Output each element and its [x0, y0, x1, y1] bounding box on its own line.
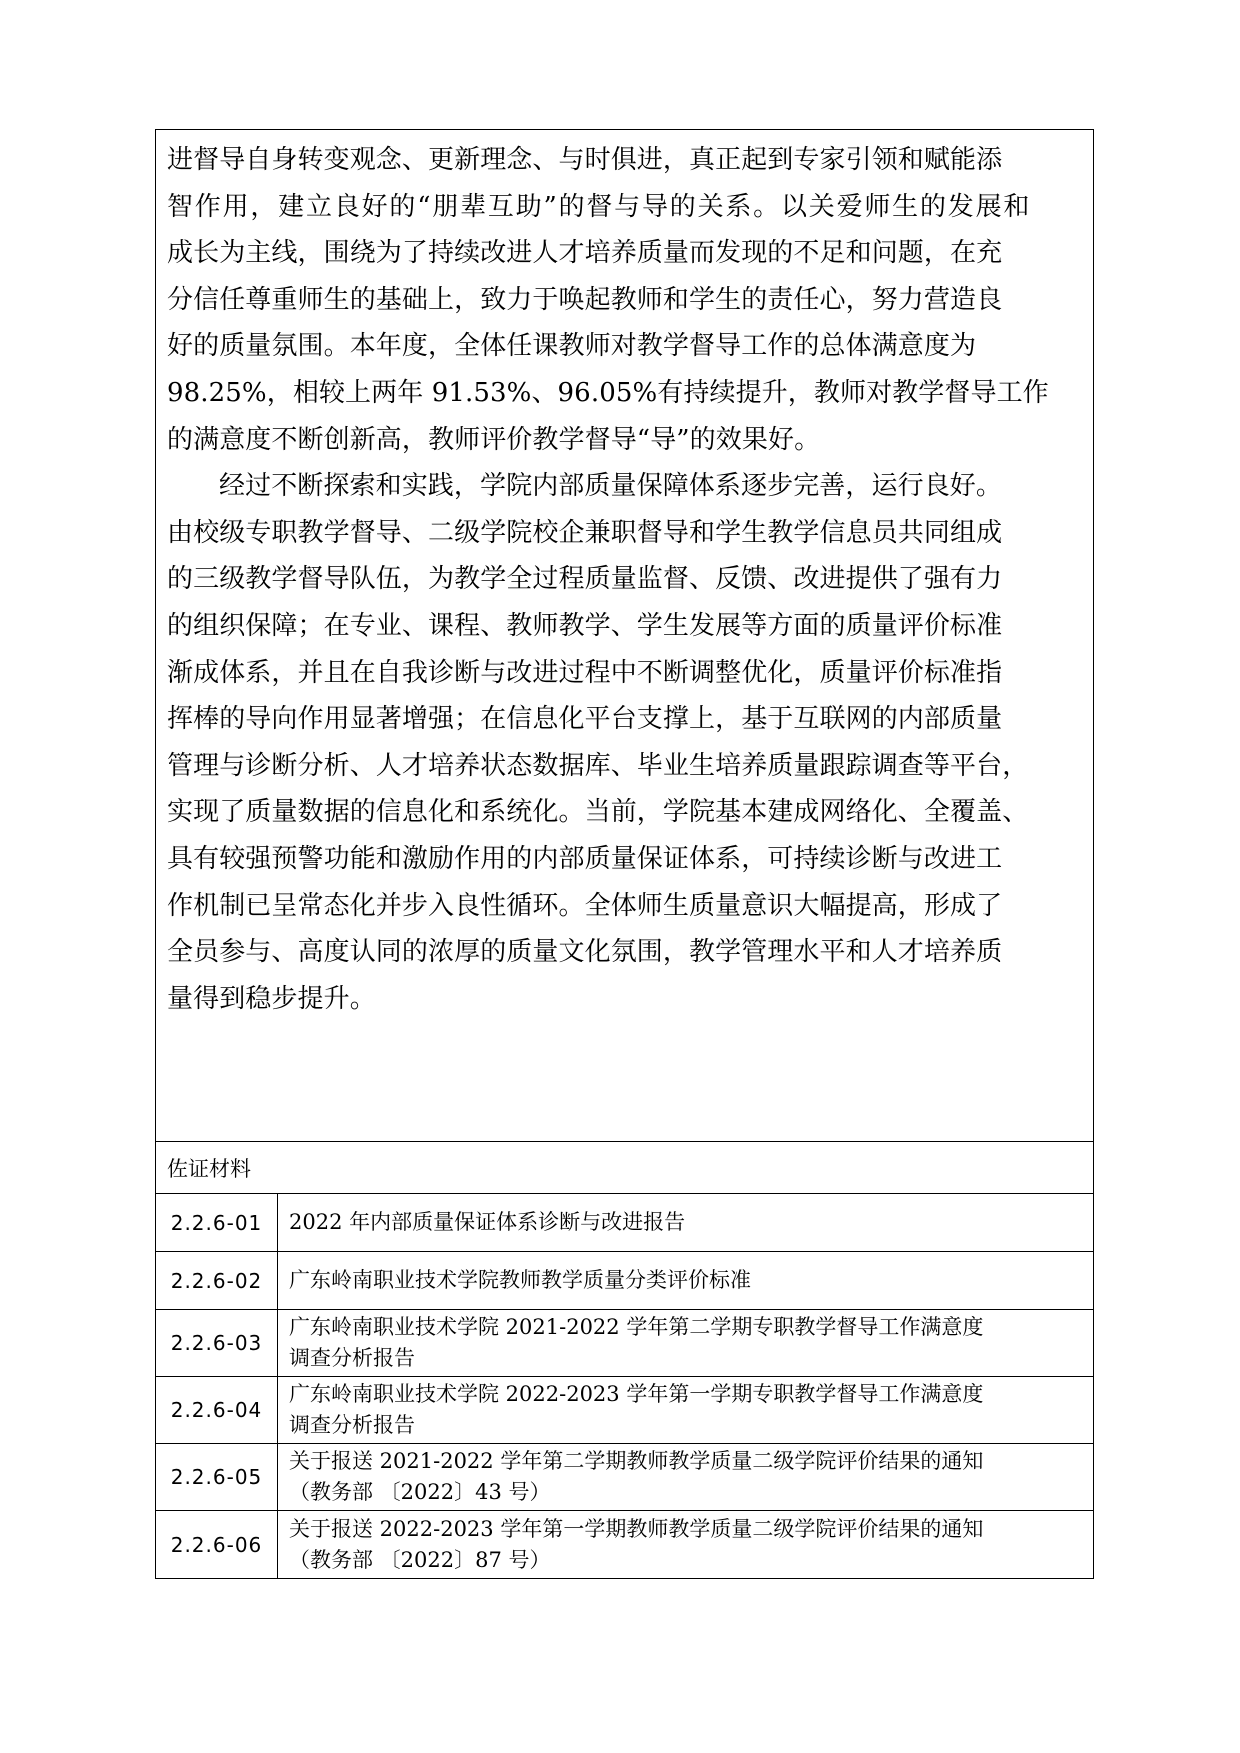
evidence-title	[278, 1377, 1093, 1443]
evidence-title-line: 2022 年内部质量保证体系诊断与改进报告	[289, 1210, 686, 1234]
paragraph-line: 智作用，建立良好的“朋辈互助”的督与导的关系。以关爱师生的发展和	[167, 191, 1032, 222]
document-table	[155, 129, 1094, 1579]
evidence-title-line: 调查分析报告	[289, 1413, 415, 1437]
evidence-title	[278, 1310, 1093, 1376]
paragraph-line: 的组织保障；在专业、课程、教师教学、学生发展等方面的质量评价标准	[167, 610, 1003, 641]
paragraph-line: 全员参与、高度认同的浓厚的质量文化氛围，教学管理水平和人才培养质	[167, 937, 1003, 968]
evidence-row	[156, 1310, 1093, 1377]
evidence-code: 2.2.6-04	[156, 1377, 278, 1443]
paragraph-line: 的满意度不断创新高，教师评价教学督导“导”的效果好。	[167, 424, 821, 455]
paragraph-line: 成长为主线，围绕为了持续改进人才培养质量而发现的不足和问题，在充	[167, 238, 1003, 269]
paragraph-line: 由校级专职教学督导、二级学院校企兼职督导和学生教学信息员共同组成	[167, 517, 1003, 548]
evidence-title-line: 关于报送 2022-2023 学年第一学期教师教学质量二级学院评价结果的通知	[289, 1516, 984, 1541]
evidence-row	[156, 1377, 1093, 1444]
paragraph-line: 管理与诊断分析、人才培养状态数据库、毕业生培养质量跟踪调查等平台，	[167, 750, 1029, 781]
evidence-title	[278, 1252, 1093, 1309]
evidence-title-line: 广东岭南职业技术学院 2022-2023 学年第一学期专职教学督导工作满意度	[289, 1382, 984, 1406]
evidence-code: 2.2.6-02	[156, 1252, 278, 1309]
evidence-code: 2.2.6-03	[156, 1310, 278, 1376]
evidence-title-line: （教务部 〔2022〕43 号）	[289, 1480, 551, 1504]
evidence-title	[278, 1444, 1093, 1510]
evidence-row	[156, 1444, 1093, 1511]
paragraph-line: 好的质量氛围。本年度，全体任课教师对教学督导工作的总体满意度为	[167, 331, 977, 362]
evidence-title-line: （教务部 〔2022〕87 号）	[289, 1547, 551, 1572]
evidence-row	[156, 1194, 1093, 1252]
evidence-title	[278, 1194, 1093, 1251]
paragraph-line: 渐成体系，并且在自我诊断与改进过程中不断调整优化，质量评价标准指	[167, 657, 1003, 688]
evidence-code: 2.2.6-05	[156, 1444, 278, 1510]
paragraph-line: 实现了质量数据的信息化和系统化。当前，学院基本建成网络化、全覆盖、	[167, 797, 1029, 828]
paragraph-line: 的三级教学督导队伍，为教学全过程质量监督、反馈、改进提供了强有力	[167, 564, 1003, 595]
paragraph-line: 量得到稳步提升。	[167, 983, 376, 1014]
paragraph-line: 进督导自身转变观念、更新理念、与时俱进，真正起到专家引领和赋能添	[167, 145, 1003, 175]
paragraph-line: 经过不断探索和实践，学院内部质量保障体系逐步完善，运行良好。	[219, 471, 1003, 502]
evidence-title-line: 广东岭南职业技术学院 2021-2022 学年第二学期专职教学督导工作满意度	[289, 1315, 984, 1339]
evidence-title-line: 关于报送 2021-2022 学年第二学期教师教学质量二级学院评价结果的通知	[289, 1449, 984, 1473]
evidence-code: 2.2.6-06	[156, 1511, 278, 1578]
paragraph-line: 作机制已呈常态化并步入良性循环。全体师生质量意识大幅提高，形成了	[167, 890, 1003, 921]
paragraph-line: 具有较强预警功能和激励作用的内部质量保证体系，可持续诊断与改进工	[167, 843, 1003, 874]
paragraph-line: 分信任尊重师生的基础上，致力于唤起教师和学生的责任心，努力营造良	[167, 284, 1003, 315]
evidence-title-line: 广东岭南职业技术学院教师教学质量分类评价标准	[289, 1268, 751, 1292]
paragraph-line: 挥棒的导向作用显著增强；在信息化平台支撑上，基于互联网的内部质量	[167, 704, 1003, 735]
evidence-row	[156, 1252, 1093, 1310]
evidence-title-line: 调查分析报告	[289, 1346, 415, 1370]
evidence-row	[156, 1511, 1093, 1578]
evidence-code: 2.2.6-01	[156, 1194, 278, 1251]
evidence-title	[278, 1511, 1093, 1578]
evidence-header: 佐证材料	[156, 1142, 1093, 1194]
narrative-cell	[156, 130, 1093, 1142]
paragraph-line: 98.25%，相较上两年 91.53%、96.05%有持续提升，教师对教学督导工作	[167, 377, 1049, 408]
